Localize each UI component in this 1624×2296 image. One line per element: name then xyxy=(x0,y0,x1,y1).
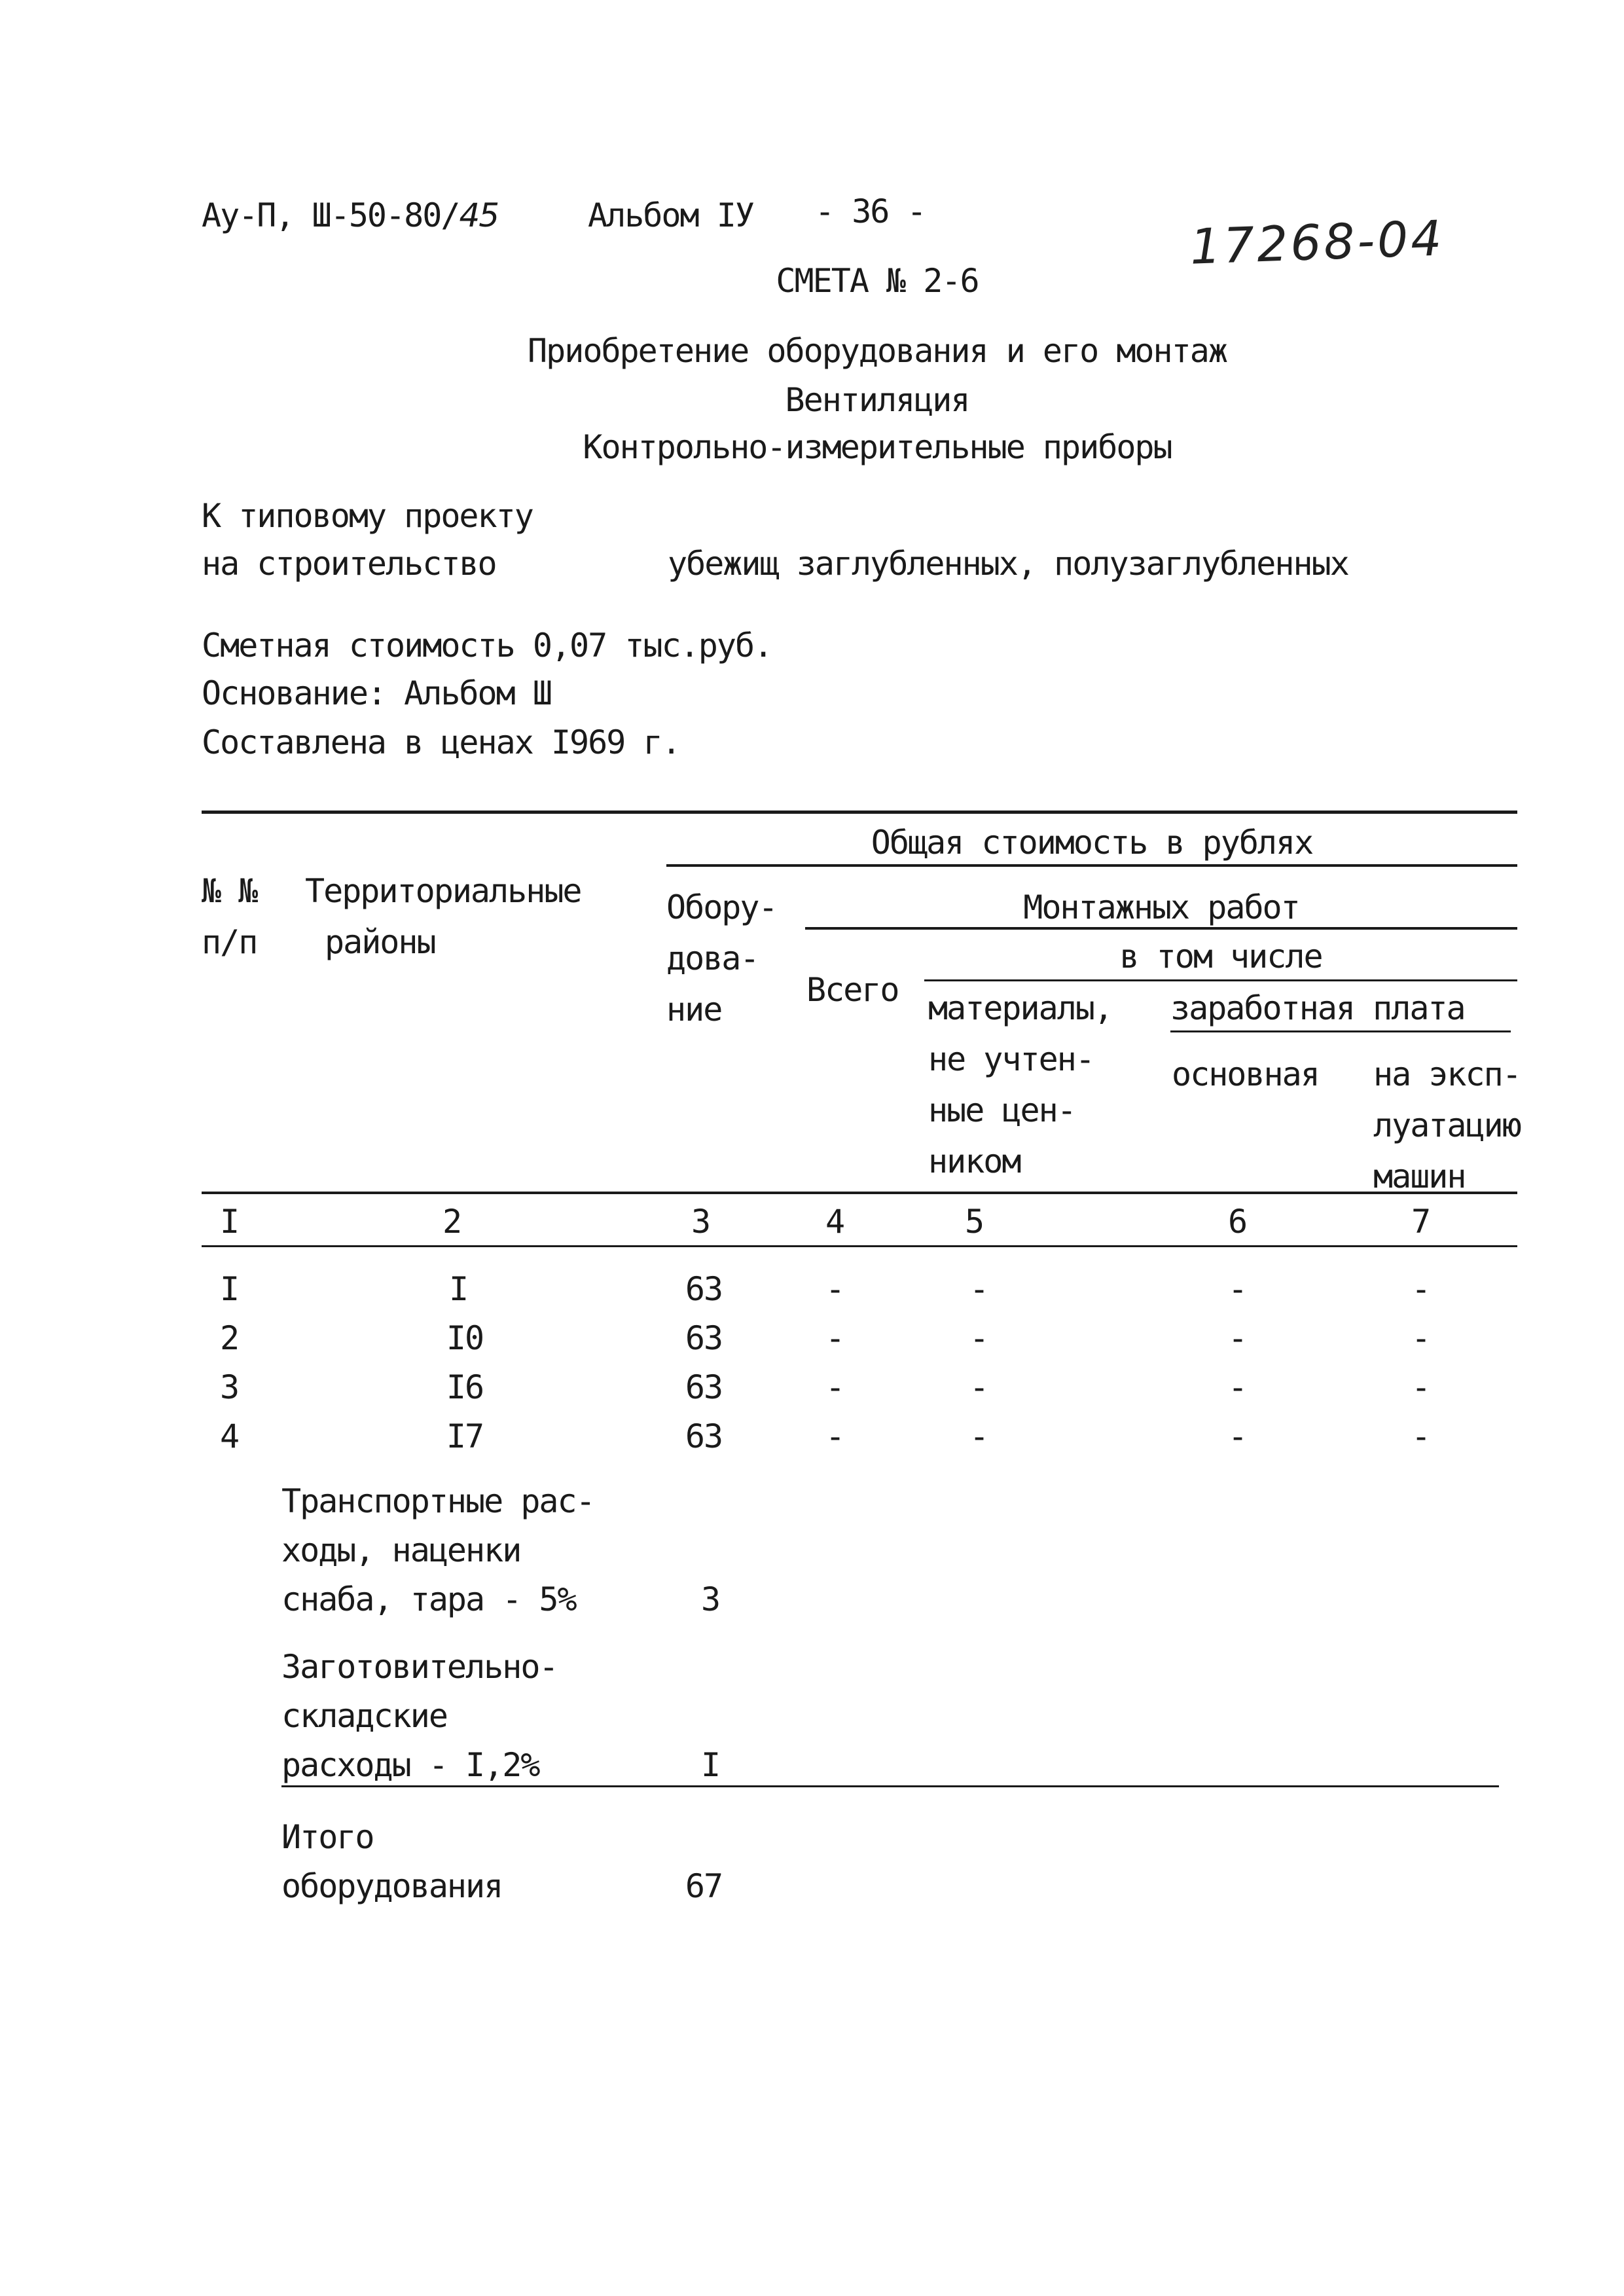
header-materials-4: ником xyxy=(928,1142,1020,1180)
column-number-1: I xyxy=(219,1203,239,1241)
header-equipment-1: Обору- xyxy=(666,888,777,926)
album-label: Альбом IУ xyxy=(588,196,753,234)
row-materials: - xyxy=(969,1368,988,1406)
document-code xyxy=(202,195,498,236)
header-materials-2: не учтен- xyxy=(928,1040,1094,1078)
header-installation: Монтажных работ xyxy=(1023,888,1299,926)
transport-costs-line-3: снаба, тара - 5% xyxy=(281,1580,576,1618)
header-total-cost: Общая стоимость в рублях xyxy=(871,824,1313,862)
document-code-prefix: Ау-П, Ш-50-80/ xyxy=(202,196,460,234)
price-level: Составлена в ценах I969 г. xyxy=(202,723,680,761)
header-equipment-2: дова- xyxy=(666,939,759,977)
column-number-2: 2 xyxy=(442,1203,461,1241)
row-basic: - xyxy=(1227,1319,1247,1357)
estimated-cost: Сметная стоимость 0,07 тыс.руб. xyxy=(202,627,772,665)
row-number: 3 xyxy=(219,1368,239,1406)
row-number: 2 xyxy=(219,1319,239,1357)
row-machines: - xyxy=(1411,1368,1430,1406)
header-wages: заработная плата xyxy=(1170,988,1511,1032)
handwritten-archive-number: 17268-04 xyxy=(1189,210,1445,276)
document-subtitle-1: Приобретение оборудования и его монтаж xyxy=(528,332,1227,370)
project-line-1: К типовому проекту xyxy=(202,497,533,535)
header-materials-1: материалы, xyxy=(928,989,1113,1027)
header-region-2: районы xyxy=(325,923,435,961)
row-all: - xyxy=(825,1417,844,1455)
transport-costs-line-2: ходы, наценки xyxy=(281,1531,521,1569)
row-basic: - xyxy=(1227,1417,1247,1455)
column-number-7: 7 xyxy=(1411,1203,1430,1241)
row-equipment: 63 xyxy=(685,1368,723,1406)
table-header-bottom-rule xyxy=(202,1192,1517,1194)
row-number: I xyxy=(219,1270,239,1308)
column-number-5: 5 xyxy=(964,1203,984,1241)
header-including: в том числе xyxy=(1119,938,1322,975)
row-machines: - xyxy=(1411,1319,1430,1357)
row-region: I7 xyxy=(446,1417,484,1455)
table-top-rule xyxy=(202,811,1517,814)
row-equipment: 63 xyxy=(685,1270,723,1308)
row-region: I6 xyxy=(446,1368,484,1406)
project-line-2a: на строительство xyxy=(202,545,496,583)
procurement-costs-value: I xyxy=(700,1746,720,1784)
equipment-total-line-2: оборудования xyxy=(281,1867,503,1905)
total-cost-rule xyxy=(666,864,1517,867)
row-region: I0 xyxy=(446,1319,484,1357)
transport-costs-value: 3 xyxy=(700,1580,720,1618)
header-region-1: Территориальные xyxy=(305,872,581,910)
row-materials: - xyxy=(969,1319,988,1357)
header-num-1: № № xyxy=(202,872,257,910)
procurement-costs-line-2: складские xyxy=(281,1697,447,1735)
column-number-6: 6 xyxy=(1227,1203,1247,1241)
row-all: - xyxy=(825,1319,844,1357)
row-equipment: 63 xyxy=(685,1319,723,1357)
row-number: 4 xyxy=(219,1417,239,1455)
transport-costs-line-1: Транспортные рас- xyxy=(281,1482,594,1520)
including-rule xyxy=(924,979,1517,981)
header-all: Всего xyxy=(806,971,899,1009)
header-basic: основная xyxy=(1172,1055,1319,1093)
row-equipment: 63 xyxy=(685,1417,723,1455)
document-title: СМЕТА № 2-6 xyxy=(776,262,979,300)
row-basic: - xyxy=(1227,1368,1247,1406)
document-code-handwritten-suffix: 45 xyxy=(459,196,499,234)
row-machines: - xyxy=(1411,1270,1430,1308)
row-basic: - xyxy=(1227,1270,1247,1308)
page-number: - 36 - xyxy=(815,192,926,230)
estimate-basis: Основание: Альбом Ш xyxy=(202,674,551,712)
column-numbers-bottom-rule xyxy=(202,1245,1517,1247)
header-machines-1: на эксп- xyxy=(1373,1055,1521,1093)
document-subtitle-3: Контрольно-измерительные приборы xyxy=(583,428,1172,466)
row-materials: - xyxy=(969,1417,988,1455)
row-all: - xyxy=(825,1368,844,1406)
column-number-3: 3 xyxy=(691,1203,710,1241)
header-num-2: п/п xyxy=(202,923,257,961)
column-number-4: 4 xyxy=(825,1203,844,1241)
header-machines-2: луатацию xyxy=(1373,1106,1521,1144)
header-materials-3: ные цен- xyxy=(928,1091,1075,1129)
row-materials: - xyxy=(969,1270,988,1308)
procurement-costs-line-1: Заготовительно- xyxy=(281,1648,558,1686)
equipment-total-line-1: Итого xyxy=(281,1818,374,1856)
procurement-costs-line-3: расходы - I,2% xyxy=(281,1746,539,1784)
row-machines: - xyxy=(1411,1417,1430,1455)
row-all: - xyxy=(825,1270,844,1308)
row-region: I xyxy=(448,1270,468,1308)
document-subtitle-2: Вентиляция xyxy=(785,381,969,419)
equipment-total-value: 67 xyxy=(685,1867,723,1905)
header-machines-3: машин xyxy=(1373,1157,1466,1195)
project-line-2b: убежищ заглубленных, полузаглубленных xyxy=(668,545,1348,583)
header-equipment-3: ние xyxy=(666,991,722,1029)
